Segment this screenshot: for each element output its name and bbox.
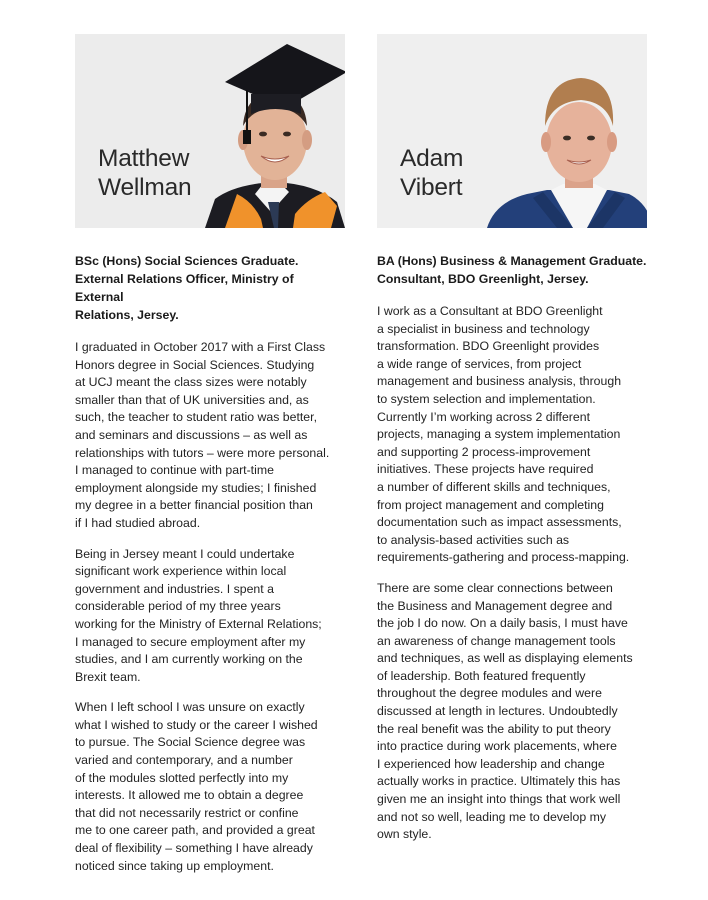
text-line: transformation. BDO Greenlight provides: [377, 339, 600, 354]
text-line: and seminars and discussions – as well as: [75, 427, 308, 442]
text-line: of the modules slotted perfectly into my: [75, 770, 289, 785]
text-line: Brexit team.: [75, 669, 141, 684]
text-line: and supporting 2 process-improvement: [377, 444, 591, 459]
text-line: significant work experience within local: [75, 564, 287, 579]
text-line: initiatives. These projects have required: [377, 462, 594, 477]
text-line: interests. It allowed me to obtain a degree: [75, 788, 304, 803]
text-line: actually works in practice. Ultimately this has: [377, 774, 621, 789]
text-line: noticed since taking up employment.: [75, 858, 274, 873]
body-paragraph: [377, 303, 647, 567]
text-line: from project management and completing: [377, 497, 604, 512]
text-line: of leadership. Both featured frequently: [377, 668, 586, 683]
text-line: Being in Jersey meant I could undertake: [75, 546, 295, 561]
first-name: Adam: [400, 145, 464, 172]
role-line: BA (Hons) Business & Management Graduate.: [377, 254, 647, 268]
text-line: to analysis-based activities such as: [377, 532, 570, 547]
text-line: Honors degree in Social Sciences. Studying: [75, 357, 315, 372]
text-line: deal of flexibility – something I have already: [75, 841, 313, 856]
text-line: own style.: [377, 827, 432, 842]
text-line: requirements-gathering and process-mapping.: [377, 550, 630, 565]
text-line: given me an insight into things that work well: [377, 792, 621, 807]
text-line: smaller than that of UK universities and, as: [75, 392, 309, 407]
text-line: throughout the degree modules and were: [377, 686, 602, 701]
profile-matthew: [75, 34, 345, 875]
text-line: varied and contemporary, and a number: [75, 753, 293, 768]
role-line: Consultant, BDO Greenlight, Jersey.: [377, 272, 589, 286]
text-line: discussed at length in lectures. Undoubtedly: [377, 704, 618, 719]
text-line: the Business and Management degree and: [377, 598, 613, 613]
body-paragraph: [377, 580, 647, 844]
text-line: studies, and I am currently working on the: [75, 652, 303, 667]
text-line: and techniques, as well as displaying elements: [377, 651, 633, 666]
text-line: a number of different skills and techniques,: [377, 479, 611, 494]
graduate-photo: [377, 34, 647, 228]
text-line: me to one career path, and provided a great: [75, 823, 315, 838]
text-line: and not so well, leading me to develop my: [377, 809, 606, 824]
role-line: Relations, Jersey.: [75, 308, 179, 322]
text-line: relationships with tutors – were more personal.: [75, 445, 330, 460]
text-line: if I had studied abroad.: [75, 515, 201, 530]
role-heading: [75, 252, 345, 324]
text-line: to system selection and implementation.: [377, 391, 596, 406]
text-line: an awareness of change management tools: [377, 633, 616, 648]
text-line: the job I do now. On a daily basis, I must have: [377, 616, 628, 631]
text-line: government and industries. I spent a: [75, 581, 274, 596]
graduate-photo: [75, 34, 345, 228]
text-line: such, the teacher to student ratio was better,: [75, 410, 317, 425]
text-line: I experienced how leadership and change: [377, 756, 605, 771]
text-line: to pursue. The Social Science degree was: [75, 735, 306, 750]
first-name: Matthew: [98, 145, 190, 172]
person-name: [98, 144, 191, 202]
text-line: considerable period of my three years: [75, 599, 281, 614]
text-line: management and business analysis, through: [377, 374, 622, 389]
text-line: When I left school I was unsure on exactly: [75, 700, 305, 715]
text-line: projects, managing a system implementation: [377, 427, 621, 442]
text-line: a wide range of services, from project: [377, 356, 582, 371]
person-name: [400, 144, 463, 202]
role-heading: [377, 252, 647, 288]
text-line: what I wished to study or the career I wished: [75, 717, 318, 732]
text-line: working for the Ministry of External Relations;: [75, 616, 322, 631]
text-line: documentation such as impact assessments,: [377, 515, 622, 530]
text-line: at UCJ meant the class sizes were notably: [75, 375, 307, 390]
text-line: I managed to continue with part-time: [75, 463, 274, 478]
role-line: External Relations Officer, Ministry of External: [75, 272, 294, 304]
text-line: I graduated in October 2017 with a First Class: [75, 340, 326, 354]
text-line: There are some clear connections between: [377, 580, 613, 595]
last-name: Wellman: [98, 174, 192, 201]
last-name: Vibert: [400, 174, 463, 201]
profile-adam: [377, 34, 647, 844]
text-line: that did not necessarily restrict or confine: [75, 805, 299, 820]
text-line: Currently I’m working across 2 different: [377, 409, 590, 424]
role-line: BSc (Hons) Social Sciences Graduate.: [75, 254, 299, 268]
text-line: employment alongside my studies; I finished: [75, 480, 317, 495]
body-paragraph: [75, 546, 345, 687]
body-paragraph: [75, 699, 345, 875]
text-line: a specialist in business and technology: [377, 321, 590, 336]
body-paragraph: [75, 339, 345, 533]
text-line: I managed to secure employment after my: [75, 634, 306, 649]
text-line: into practice during work placements, where: [377, 739, 617, 754]
text-line: I work as a Consultant at BDO Greenlight: [377, 304, 603, 318]
text-line: my degree in a better financial position than: [75, 498, 313, 513]
text-line: the real benefit was the ability to put theory: [377, 721, 611, 736]
